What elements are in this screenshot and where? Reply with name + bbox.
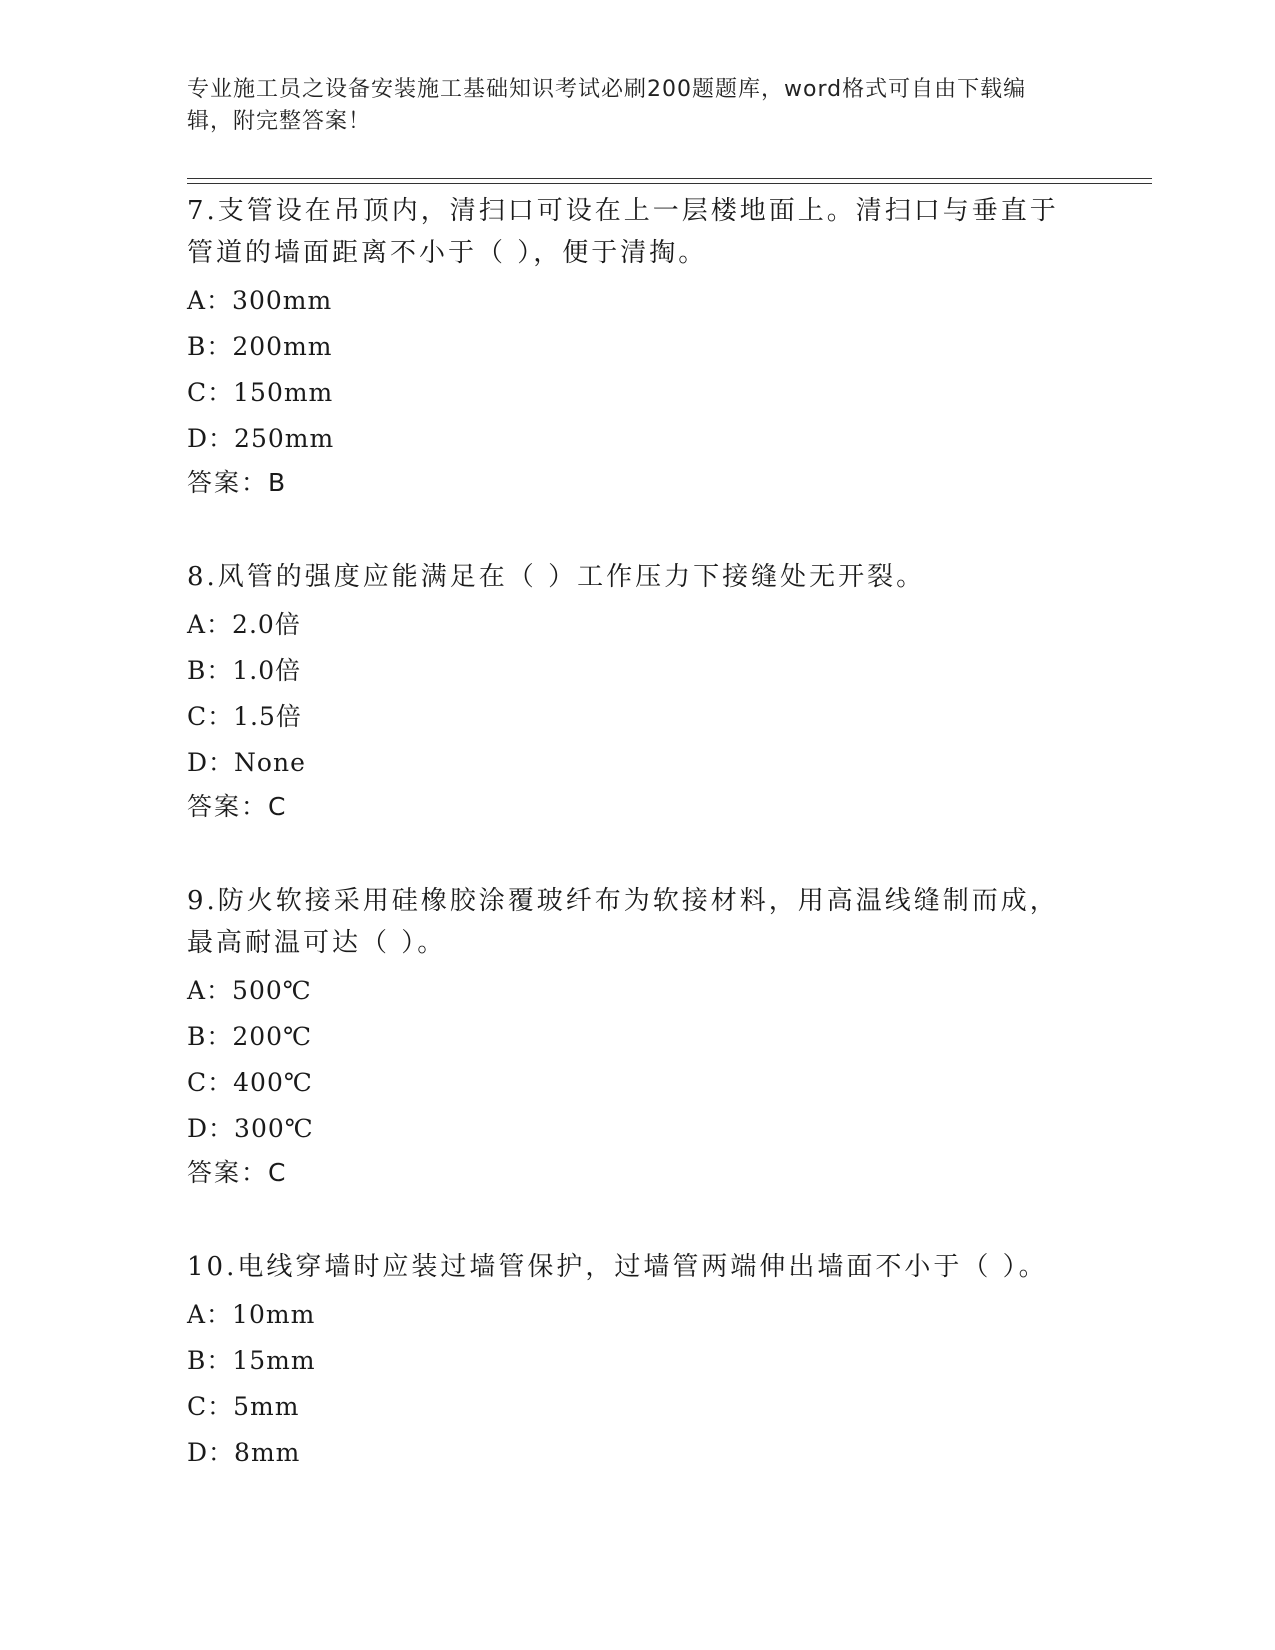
header-divider-top — [187, 178, 1152, 179]
option-a: A：500℃ — [187, 976, 312, 1005]
option-a: A：2.0倍 — [187, 610, 301, 639]
option-d: D：250mm — [187, 424, 335, 453]
option-a: A：300mm — [187, 286, 333, 315]
answer-line: 答案：C — [187, 792, 288, 821]
answer-line: 答案：C — [187, 1158, 288, 1187]
header-divider-bottom — [187, 183, 1152, 184]
option-b: B：200℃ — [187, 1022, 313, 1051]
option-d: D：300℃ — [187, 1114, 314, 1143]
option-d: D：8mm — [187, 1438, 301, 1467]
question-text: 8.风管的强度应能满足在（ ）工作压力下接缝处无开裂。 — [187, 562, 926, 592]
question-9 — [187, 880, 1087, 1194]
option-b: B：1.0倍 — [187, 656, 302, 685]
question-8 — [187, 556, 1087, 828]
question-text: 10.电线穿墙时应装过墙管保护，过墙管两端伸出墙面不小于（ ）。 — [187, 1252, 1048, 1282]
question-10 — [187, 1246, 1087, 1476]
option-c: C：5mm — [187, 1392, 300, 1421]
question-text: 7.支管设在吊顶内，清扫口可设在上一层楼地面上。清扫口与垂直于管道的墙面距离不小于（ ），便于清掏。 — [187, 196, 1059, 268]
option-d: D：None — [187, 748, 306, 777]
question-text: 9.防火软接采用硅橡胶涂覆玻纤布为软接材料，用高温线缝制而成，最高耐温可达（ ）。 — [187, 886, 1059, 958]
question-list — [187, 190, 1087, 1476]
option-b: B：15mm — [187, 1346, 316, 1375]
option-c: C：1.5倍 — [187, 702, 302, 731]
question-7 — [187, 190, 1087, 504]
option-c: C：400℃ — [187, 1068, 313, 1097]
option-a: A：10mm — [187, 1300, 316, 1329]
answer-line: 答案：B — [187, 468, 288, 497]
option-b: B：200mm — [187, 332, 333, 361]
document-header: 专业施工员之设备安装施工基础知识考试必刷200题题库，word格式可自由下载编辑，附完整答案！ — [187, 77, 1027, 134]
option-c: C：150mm — [187, 378, 334, 407]
